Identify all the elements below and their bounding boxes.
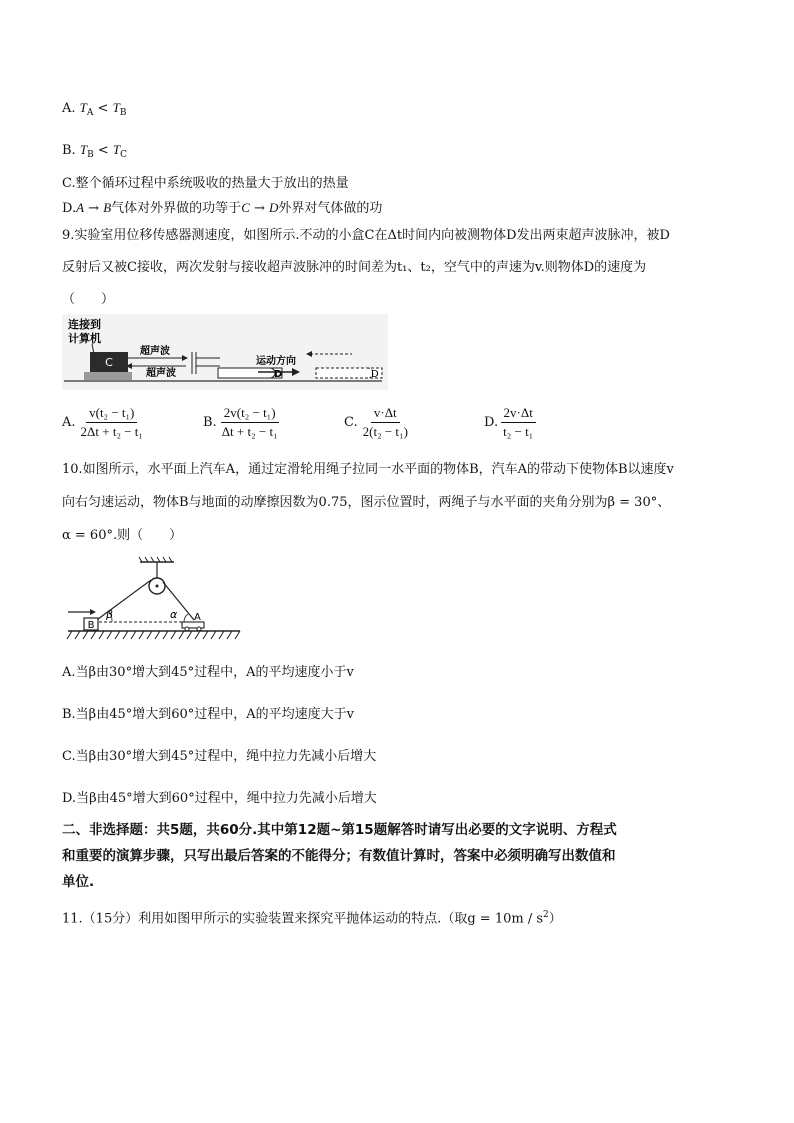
option-a: A. $T_A < T_B$	[62, 100, 127, 118]
pulley-axle	[156, 585, 159, 588]
section-2-line-2: 和重要的演算步骤，只写出最后答案的不能得分；有数值计算时，答案中必须明确写出数值和	[62, 848, 616, 864]
rope-left	[94, 580, 151, 622]
box-c-label: C	[105, 356, 113, 369]
car-a-label: A	[194, 612, 201, 623]
q10-line-1: 10.如图所示，水平面上汽车A，通过定滑轮用绳子拉同一水平面的物体B，汽车A的带动下使物体B以速度v	[62, 462, 674, 477]
alpha-label: α	[170, 608, 178, 621]
object-d-later-label: D	[371, 369, 379, 380]
q9-line-1: 9.实验室用位移传感器测速度，如图所示.不动的小盒C在Δt时间内向被测物体D发出两束超声波脉冲，被D	[62, 228, 670, 243]
q9-line-2: 反射后又被C接收，两次发射与接收超声波脉冲的时间差为t₁、t₂，空气中的声速为v.则物体D的速度为	[62, 260, 647, 275]
block-b-label: B	[87, 620, 95, 631]
section-2-line-3: 单位.	[62, 874, 95, 890]
ground-hatch	[67, 631, 240, 639]
q9-option-a: A. $\frac{\text{v(t₂ − t₁)}}{\text{2Δt + t₂ − t₁}}$	[62, 405, 143, 439]
motion-label: 运动方向	[256, 356, 296, 367]
q10-option-b: B.当β由45°增大到60°过程中，A的平均速度大于v	[62, 707, 355, 722]
q10-option-c: C.当β由30°增大到45°过程中，绳中拉力先减小后增大	[62, 749, 377, 764]
q10-option-d: D.当β由45°增大到60°过程中，绳中拉力先减小后增大	[62, 791, 377, 806]
option-c: C.整个循环过程中系统吸收的热量大于放出的热量	[62, 176, 349, 191]
q9-option-c: C. $\frac{v\cdot\Delta t}{\text{2(t₂ − t₁)}}$	[344, 405, 408, 439]
label-computer: 计算机	[68, 332, 101, 345]
option-d: D.A → B气体对外界做的功等于C → D外界对气体做的功	[62, 200, 383, 216]
q10-option-a: A.当β由30°增大到45°过程中，A的平均速度小于v	[62, 665, 354, 680]
ultrasonic-sensor-figure	[62, 314, 388, 390]
q10-line-3: α = 60°.则（ ）	[62, 528, 183, 543]
q11-text: 11.（15分）利用如图甲所示的实验装置来探究平抛体运动的特点.（取$g = 10m / s^2$）	[62, 910, 562, 927]
section-2-line-1: 二、非选择题：共5题，共60分.其中第12题~第15题解答时请写出必要的文字说明、方程式	[62, 822, 617, 838]
beta-label: β	[106, 608, 114, 621]
box-base	[84, 372, 132, 380]
label-connect: 连接到	[68, 318, 101, 331]
q9-option-d: D. $\frac{2v\cdot\Delta t}{\text{t₂ − t₁}}$	[484, 405, 538, 440]
pulley-figure	[64, 556, 244, 644]
alpha-arc	[184, 614, 188, 622]
q9-option-b: B. $\frac{\text{2v(t₂ − t₁)}}{\text{Δt + t₂ − t₁}}$	[203, 405, 278, 439]
object-d-label: D	[274, 369, 283, 380]
velocity-arrowhead	[90, 609, 96, 615]
rope-right	[163, 582, 194, 620]
q10-line-2: 向右匀速运动，物体B与地面的动摩擦因数为0.75，图示位置时，两绳子与水平面的夹角分别为β = 30°、	[62, 495, 671, 510]
option-b: B. $T_B < T_C$	[62, 142, 127, 160]
ultrasonic-label-bottom: 超声波	[146, 368, 176, 379]
ultrasonic-label-top: 超声波	[140, 346, 170, 357]
q9-bracket: （ ）	[62, 292, 115, 307]
